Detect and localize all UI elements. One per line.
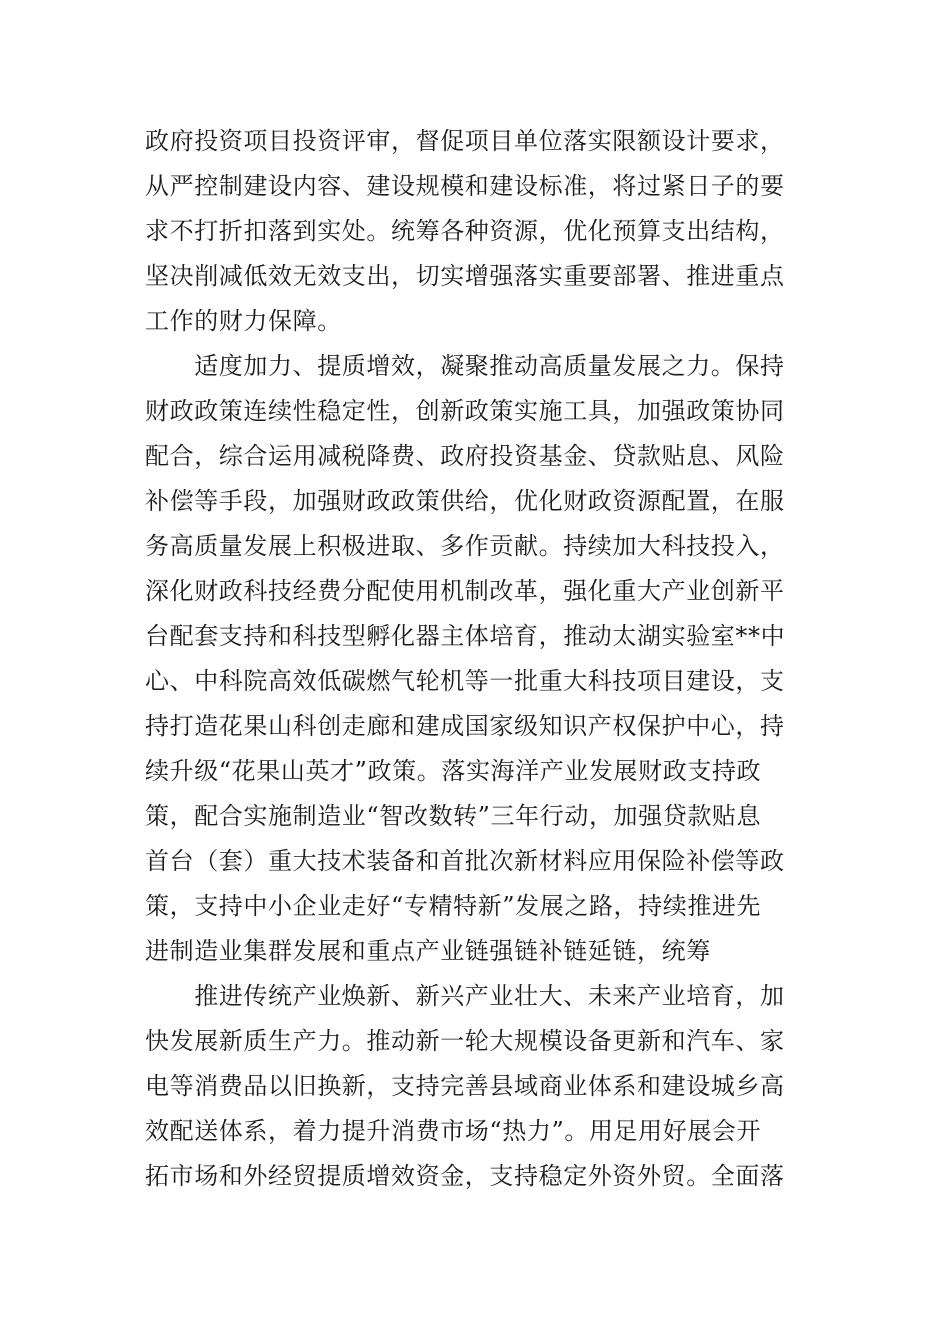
paragraph-2-line-8: 心、中科院高效低碳燃气轮机等一批重大科技项目建设，支 — [145, 667, 785, 695]
paragraph-2-line-5: 务高质量发展上积极进取、多作贡献。持续加大科技投入， — [145, 532, 785, 560]
paragraph-1-line-5: 工作的财力保障。 — [145, 307, 342, 335]
paragraph-3-line-1: 推进传统产业焕新、新兴产业壮大、未来产业培育，加 — [145, 982, 785, 1010]
paragraph-2-line-12: 首台（套）重大技术装备和首批次新材料应用保险补偿等政 — [145, 847, 785, 875]
paragraph-3-line-3: 电等消费品以旧换新，支持完善县域商业体系和建设城乡高 — [145, 1072, 785, 1100]
paragraph-2-line-3: 配合，综合运用减税降费、政府投资基金、贷款贴息、风险 — [145, 442, 785, 470]
paragraph-3-line-5: 拓市场和外经贸提质增效资金，支持稳定外资外贸。全面落 — [145, 1162, 785, 1190]
paragraph-1-line-1: 政府投资项目投资评审，督促项目单位落实限额设计要求， — [145, 127, 785, 155]
paragraph-1-line-4: 坚决削减低效无效支出，切实增强落实重要部署、推进重点 — [145, 262, 785, 290]
paragraph-1-line-3: 求不打折扣落到实处。统筹各种资源，优化预算支出结构， — [145, 217, 785, 245]
paragraph-2-line-13: 策，支持中小企业走好“专精特新”发展之路，持续推进先 — [145, 892, 762, 920]
paragraph-2-line-2: 财政政策连续性稳定性，创新政策实施工具，加强政策协同 — [145, 397, 785, 425]
paragraph-2-line-14: 进制造业集群发展和重点产业链强链补链延链，统筹 — [145, 937, 711, 965]
paragraph-2-line-11: 策，配合实施制造业“智改数转”三年行动，加强贷款贴息 — [145, 802, 762, 830]
paragraph-2-line-6: 深化财政科技经费分配使用机制改革，强化重大产业创新平 — [145, 577, 785, 605]
paragraph-2-line-7: 台配套支持和科技型孵化器主体培育，推动太湖实验室**中 — [145, 622, 786, 650]
paragraph-3-line-2: 快发展新质生产力。推动新一轮大规模设备更新和汽车、家 — [145, 1027, 785, 1055]
paragraph-1-line-2: 从严控制建设内容、建设规模和建设标准，将过紧日子的要 — [145, 172, 785, 200]
paragraph-3-line-4: 效配送体系，着力提升消费市场“热力”。用足用好展会开 — [145, 1117, 762, 1145]
paragraph-2-line-10: 续升级“花果山英才”政策。落实海洋产业发展财政支持政 — [145, 757, 762, 785]
paragraph-2-line-4: 补偿等手段，加强财政政策供给，优化财政资源配置，在服 — [145, 487, 785, 515]
paragraph-2-line-1: 适度加力、提质增效，凝聚推动高质量发展之力。保持 — [145, 352, 785, 380]
paragraph-2-line-9: 持打造花果山科创走廊和建成国家级知识产权保护中心，持 — [145, 712, 785, 740]
